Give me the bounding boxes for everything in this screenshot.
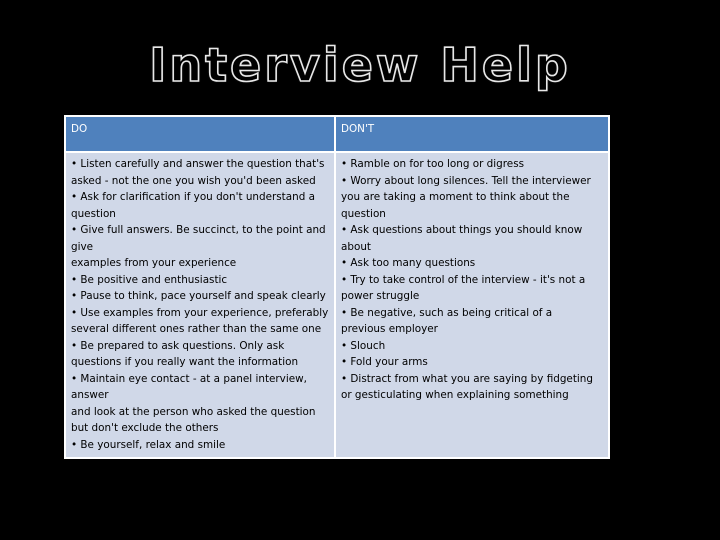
dont-item: • Ramble on for too long or digress	[341, 158, 525, 170]
do-item: • Give full answers. Be succinct, to the point and give	[71, 224, 326, 253]
slide-title: Interview Help	[149, 38, 571, 92]
do-item: • Listen carefully and answer the question that's asked - not the one you wish you'd been asked	[71, 158, 325, 187]
do-cell	[65, 152, 335, 458]
table-body-row	[65, 152, 609, 458]
header-do: DO	[65, 116, 335, 152]
table-header-row	[65, 116, 609, 152]
do-item: • Be positive and enthusiastic	[71, 273, 228, 286]
do-item: • Ask for clarification if you don't understand a question	[71, 191, 315, 220]
do-item: examples from your experience	[71, 257, 237, 269]
header-dont: DON'T	[335, 116, 609, 152]
dont-item: • Be negative, such as being critical of a	[341, 306, 553, 319]
do-item: • Pause to think, pace yourself and speak clearly	[71, 290, 326, 302]
do-item: and look at the person who asked the question but don't exclude the others	[71, 405, 316, 434]
dont-cell	[335, 152, 609, 458]
dont-item: • Worry about long silences. Tell the interviewer you are taking a moment to think about the question	[341, 174, 591, 220]
dont-item: • Distract from what you are saying by fidgeting or gesticulating when explaining something	[341, 372, 593, 401]
dont-item: • Fold your arms	[341, 356, 428, 368]
dont-item: • Ask questions about things you should know about	[341, 224, 583, 253]
do-dont-table	[64, 115, 610, 459]
dont-item: • Slouch	[341, 339, 386, 352]
dont-item: previous employer	[341, 323, 438, 335]
do-item: • Be yourself, relax and smile	[71, 438, 226, 451]
do-item: • Be prepared to ask questions. Only ask questions if you really want the information	[71, 339, 299, 368]
dont-item: • Ask too many questions	[341, 257, 476, 269]
dont-item: • Try to take control of the interview - it's not a power struggle	[341, 273, 586, 302]
do-item: • Use examples from your experience, preferably several different ones rather than the same one	[71, 306, 329, 335]
do-item: • Maintain eye contact - at a panel interview, answer	[71, 372, 307, 401]
